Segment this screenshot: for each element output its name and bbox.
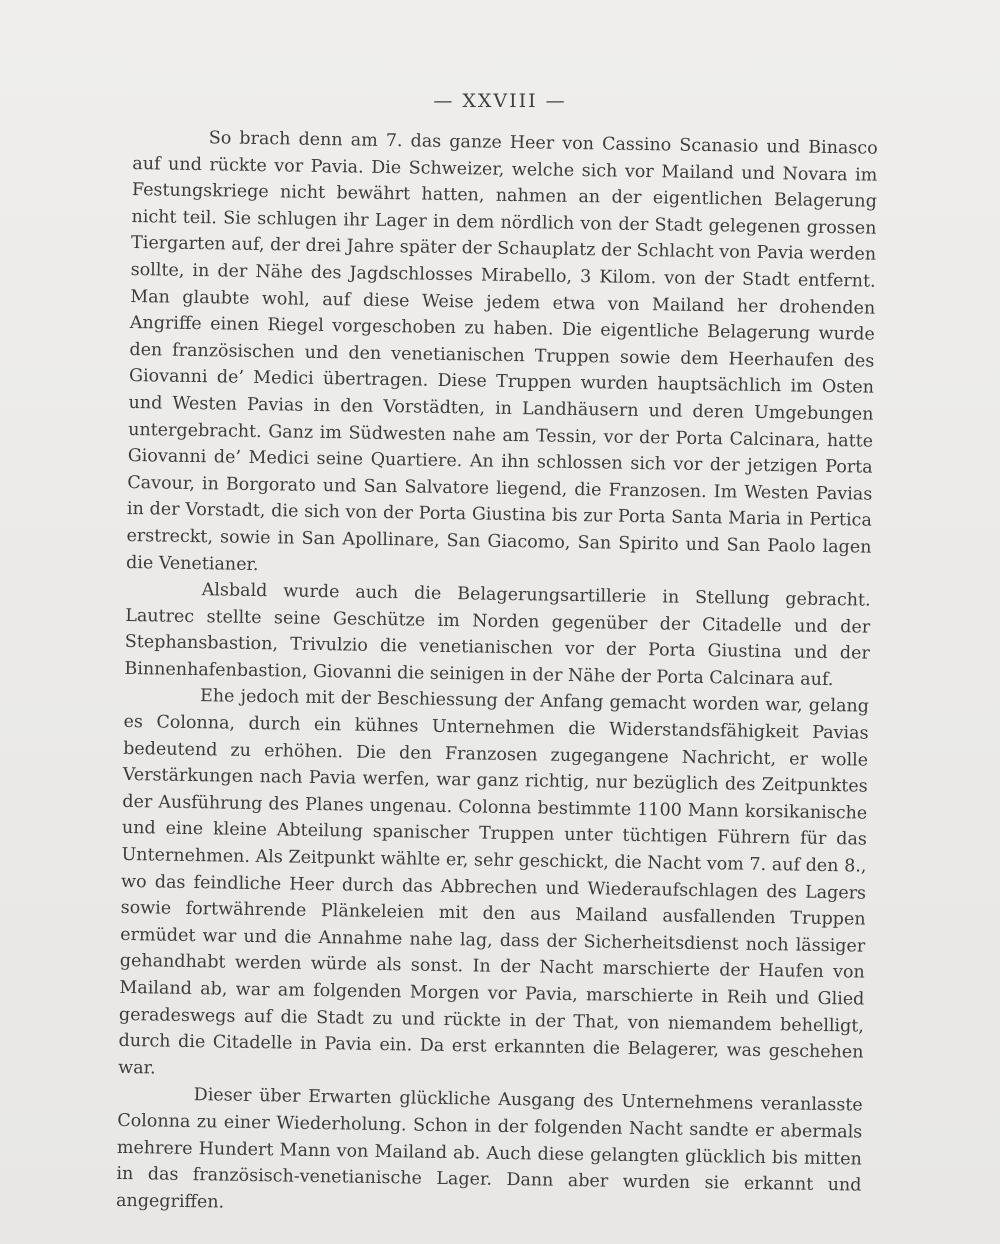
paragraph-3: Ehe jedoch mit der Beschiessung der Anfang gemacht worden war, gelang es Colonna, durch ein kühnes Unternehmen die Widerstandsfähigkeit Pavias bedeutend zu erhöhen. Die den Franzosen zugegangene Nachricht, er wolle Verstärkungen nach Pavia werfen, war ganz richtig, nur bezüglich des Zeitpunktes der Ausführung des Planes ungenau. Colonna bestimmte 1100 Mann korsikanische und eine kleine Abteilung spanischer Truppen unter tüchtigen Führern für das Unternehmen. Als Zeitpunkt wählte er, sehr geschickt, die Nacht vom 7. auf den 8., wo das feindliche Heer durch das Abbrechen und Wiederaufschlagen des Lagers sowie fortwährende Plänkeleien mit den aus Mailand ausfallenden Truppen ermüdet war und die Annahme nahe lag, dass der Sicherheitsdienst noch lässiger gehandhabt werden würde als sonst. In der Nacht marschierte der Haufen von Mailand ab, war am folgenden Morgen vor Pavia, marschierte in Reih und Glied geradeswegs auf die Stadt zu und rückte in der That, von niemandem behelligt, durch die Citadelle in Pavia ein. Da erst erkannten die Belagerer, was geschehen war. [118, 686, 870, 1079]
paragraph-2: Alsbald wurde auch die Belagerungsartillerie in Stellung gebracht. Lautrec stellte seine Geschütze im Norden gegenüber der Citadelle und der Stephansbastion, Trivulzio die venetianischen vor der Porta Giustina und der Binnenhafenbastion, Giovanni die seinigen in der Nähe der Porta Calcinara auf. [124, 580, 871, 690]
paragraph-1: So brach denn am 7. das ganze Heer von Cassino Scanasio und Binasco auf und rückte vor Pavia. Die Schweizer, welche sich vor Mailand und Novara im Festungskriege nicht bewährt hatten, nahmen an der eigentlichen Belagerung nicht teil. Sie schlugen ihr Lager in dem nördlich von der Stadt gelegenen grossen Tiergarten auf, der drei Jahre später der Schauplatz der Schlacht von Pavia werden sollte, in der Nähe des Jagdschlosses Mirabello, 3 Kilom. von der Stadt entfernt. Man glaubte wohl, auf diese Weise jedem etwa von Mailand her drohenden Angriffe einen Riegel vorgeschoben zu haben. Die eigentliche Belagerung wurde den französischen und den venetianischen Truppen sowie dem Heerhaufen des Giovanni de’ Medici übertragen. Diese Truppen wurden hauptsächlich im Osten und Westen Pavias in den Vorstädten, in Landhäusern und deren Umgebungen untergebracht. Ganz im Südwesten nahe am Tessin, vor der Porta Calcinara, hatte Giovanni de’ Medici seine Quartiere. An ihn schlossen sich vor der jetzigen Porta Cavour, in Borgorato und San Salvatore liegend, die Franzosen. Im Westen Pavias in der Vorstadt, die sich von der Porta Giustina bis zur Porta Santa Maria in Pertica erstreckt, sowie in San Apollinare, San Giacomo, San Spirito und San Paolo lagen die Venetianer. [125, 128, 878, 575]
paragraph-4: Dieser über Erwarten glückliche Ausgang des Unternehmens veranlasste Colonna zu einer Wiederholung. Schon in der folgenden Nacht sandte er abermals mehrere Hundert Mann von Mailand ab. Auch diese gelangten glücklich bis mitten in das französisch-venetianische Lager. Dann aber wurden sie erkannt und angegriffen. [115, 1085, 863, 1213]
page-header: — XXVIII — [433, 90, 567, 112]
body-text [116, 124, 878, 1226]
